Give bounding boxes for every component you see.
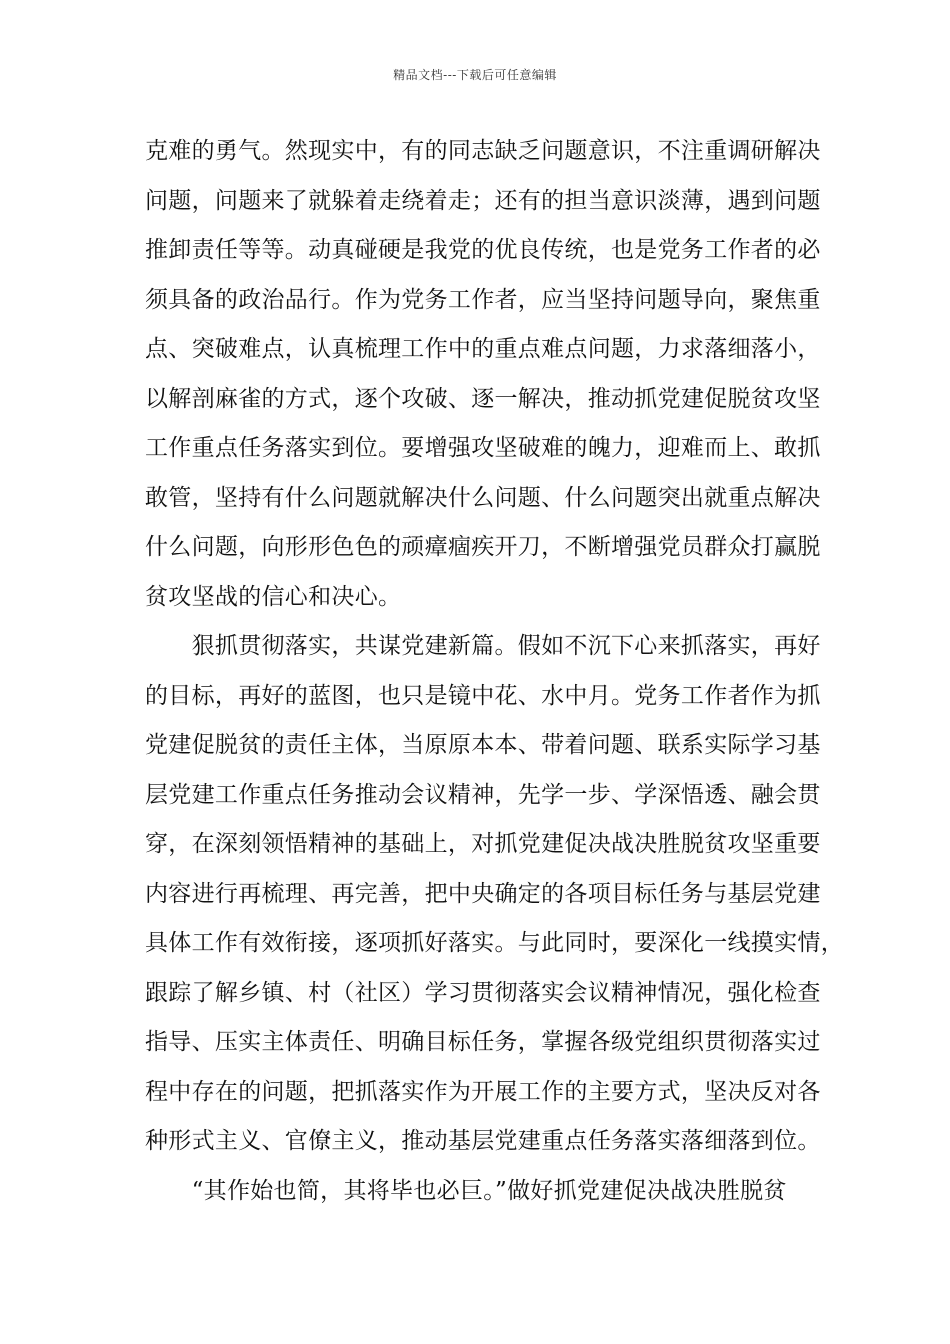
text-line: 须具备的政治品行。作为党务工作者，应当坚持问题导向，聚焦重 [145, 286, 821, 313]
text-line: “其作始也简，其将毕也必巨。”做好抓党建促决战决胜脱贫 [145, 1177, 787, 1204]
text-line: 什么问题，向形形色色的顽瘴痼疾开刀，不断增强党员群众打赢脱 [145, 534, 821, 560]
text-line: 层党建工作重点任务推动会议精神，先学一步、学深悟透、融会贯 [145, 781, 821, 808]
text-line: 内容进行再梳理、再完善，把中央确定的各项目标任务与基层党建 [145, 880, 821, 907]
text-line: 工作重点任务落实到位。要增强攻坚破难的魄力，迎难而上、敢抓 [145, 435, 821, 461]
text-line: 点、突破难点，认真梳理工作中的重点难点问题，力求落细落小， [145, 336, 821, 362]
text-line: 推卸责任等等。动真碰硬是我党的优良传统，也是党务工作者的必 [145, 237, 821, 263]
text-line: 狠抓贯彻落实，共谋党建新篇。假如不沉下心来抓落实，再好 [145, 633, 821, 659]
text-line: 党建促脱贫的责任主体，当原原本本、带着问题、联系实际学习基 [145, 732, 821, 758]
text-line: 指导、压实主体责任、明确目标任务，掌握各级党组织贯彻落实过 [145, 1029, 821, 1055]
text-line: 问题，问题来了就躲着走绕着走；还有的担当意识淡薄，遇到问题 [145, 187, 821, 214]
text-line: 克难的勇气。然现实中，有的同志缺乏问题意识，不注重调研解决 [145, 138, 821, 164]
text-line: 敢管，坚持有什么问题就解决什么问题、什么问题突出就重点解决 [145, 484, 821, 511]
document-body [145, 127, 844, 1216]
page-header: 精品文档---下载后可任意编辑 [393, 68, 557, 82]
text-line: 的目标，再好的蓝图，也只是镜中花、水中月。党务工作者作为抓 [145, 682, 821, 709]
text-line: 贫攻坚战的信心和决心。 [145, 583, 402, 610]
text-line: 具体工作有效衔接，逐项抓好落实。与此同时，要深化一线摸实情， [145, 930, 844, 956]
text-line: 穿，在深刻领悟精神的基础上，对抓党建促决战决胜脱贫攻坚重要 [145, 831, 821, 857]
text-line: 种形式主义、官僚主义，推动基层党建重点任务落实落细落到位。 [145, 1128, 821, 1154]
text-line: 跟踪了解乡镇、村（社区）学习贯彻落实会议精神情况，强化检查 [145, 979, 821, 1006]
text-line: 程中存在的问题，把抓落实作为开展工作的主要方式，坚决反对各 [145, 1078, 821, 1105]
text-line: 以解剖麻雀的方式，逐个攻破、逐一解决，推动抓党建促脱贫攻坚 [145, 385, 821, 412]
